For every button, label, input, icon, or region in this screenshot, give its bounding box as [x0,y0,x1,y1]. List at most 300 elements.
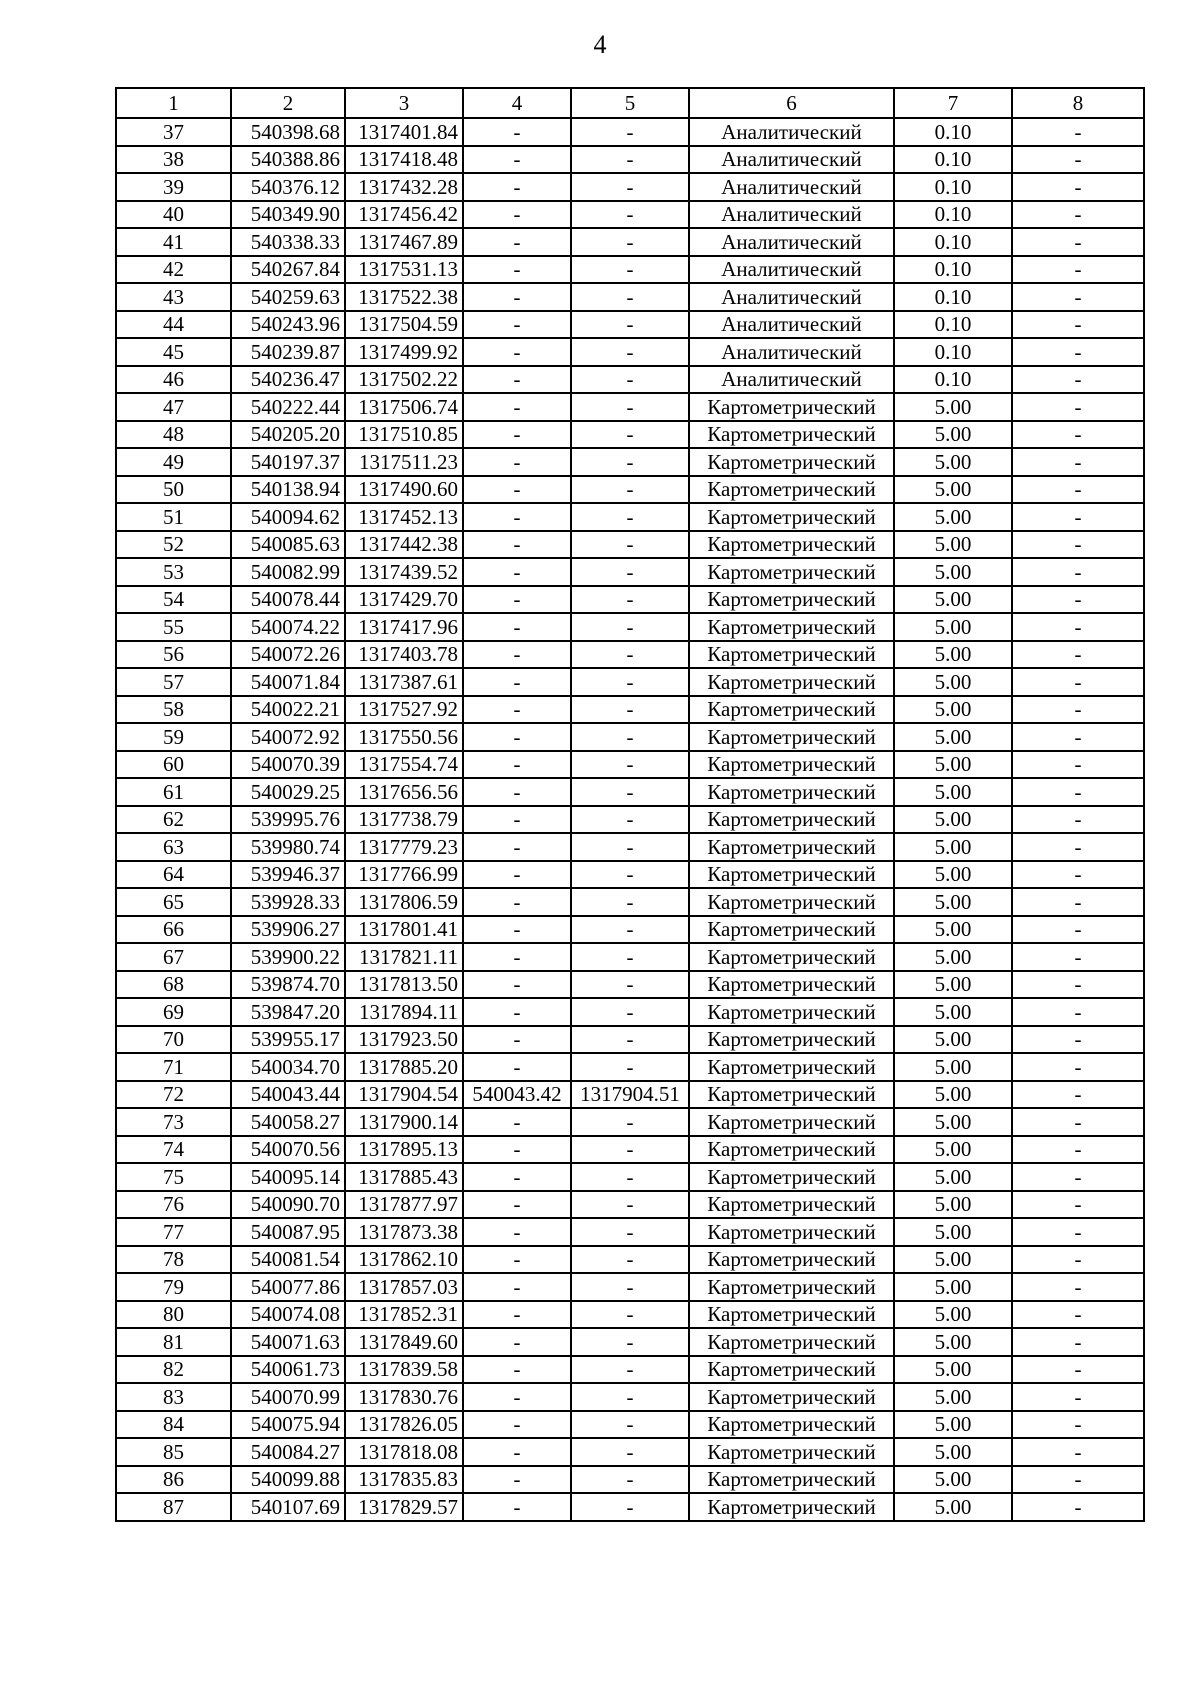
cell-y-coordinate-alt: - [571,311,689,339]
table-row [116,118,1144,146]
cell-description: - [1012,256,1144,284]
cell-point-number: 38 [116,146,231,174]
cell-method: Картометрический [689,641,894,669]
cell-x-coordinate-alt: - [463,971,571,999]
cell-description: - [1012,751,1144,779]
cell-x-coordinate: 540082.99 [231,558,345,586]
cell-y-coordinate-alt: 1317904.51 [571,1081,689,1109]
cell-description: - [1012,1356,1144,1384]
column-header-1: 1 [116,88,231,118]
cell-y-coordinate: 1317818.08 [345,1438,463,1466]
table-row [116,1218,1144,1246]
cell-method: Картометрический [689,723,894,751]
cell-method: Картометрический [689,1411,894,1439]
cell-y-coordinate-alt: - [571,283,689,311]
cell-description: - [1012,1191,1144,1219]
cell-x-coordinate: 540095.14 [231,1163,345,1191]
cell-method: Картометрический [689,1356,894,1384]
cell-point-number: 53 [116,558,231,586]
cell-point-number: 49 [116,448,231,476]
column-header-5: 5 [571,88,689,118]
cell-method: Картометрический [689,1328,894,1356]
cell-y-coordinate: 1317429.70 [345,586,463,614]
cell-y-coordinate: 1317923.50 [345,1026,463,1054]
cell-description: - [1012,916,1144,944]
cell-x-coordinate: 540022.21 [231,696,345,724]
cell-x-coordinate: 539928.33 [231,888,345,916]
cell-description: - [1012,1136,1144,1164]
table-row [116,613,1144,641]
cell-x-coordinate: 540388.86 [231,146,345,174]
cell-point-number: 60 [116,751,231,779]
cell-x-coordinate: 540107.69 [231,1493,345,1521]
cell-method: Картометрический [689,971,894,999]
cell-x-coordinate: 540078.44 [231,586,345,614]
cell-x-coordinate: 540236.47 [231,366,345,394]
cell-x-coordinate: 539874.70 [231,971,345,999]
cell-y-coordinate: 1317554.74 [345,751,463,779]
table-row [116,1053,1144,1081]
cell-method: Картометрический [689,1246,894,1274]
cell-y-coordinate: 1317830.76 [345,1383,463,1411]
cell-x-coordinate-alt: - [463,1301,571,1329]
table-row [116,861,1144,889]
cell-description: - [1012,476,1144,504]
cell-accuracy: 5.00 [894,1246,1012,1274]
cell-y-coordinate-alt: - [571,393,689,421]
cell-x-coordinate: 540071.63 [231,1328,345,1356]
cell-point-number: 48 [116,421,231,449]
cell-x-coordinate-alt: - [463,916,571,944]
cell-x-coordinate-alt: - [463,751,571,779]
cell-description: - [1012,283,1144,311]
cell-method: Аналитический [689,311,894,339]
cell-method: Картометрический [689,1108,894,1136]
column-header-6: 6 [689,88,894,118]
cell-y-coordinate-alt: - [571,971,689,999]
cell-x-coordinate-alt: - [463,393,571,421]
cell-method: Аналитический [689,201,894,229]
cell-x-coordinate: 539955.17 [231,1026,345,1054]
cell-y-coordinate: 1317387.61 [345,668,463,696]
cell-description: - [1012,421,1144,449]
cell-description: - [1012,613,1144,641]
cell-x-coordinate: 540087.95 [231,1218,345,1246]
cell-description: - [1012,118,1144,146]
table-row [116,943,1144,971]
cell-y-coordinate-alt: - [571,1411,689,1439]
table-row [116,393,1144,421]
cell-point-number: 52 [116,531,231,559]
cell-method: Картометрический [689,943,894,971]
cell-method: Картометрический [689,861,894,889]
table-row [116,916,1144,944]
table-row [116,476,1144,504]
table-row [116,998,1144,1026]
cell-accuracy: 5.00 [894,1273,1012,1301]
cell-accuracy: 5.00 [894,751,1012,779]
cell-x-coordinate-alt: - [463,1438,571,1466]
cell-x-coordinate-alt: - [463,586,571,614]
cell-x-coordinate-alt: - [463,1411,571,1439]
cell-y-coordinate-alt: - [571,476,689,504]
cell-point-number: 74 [116,1136,231,1164]
cell-y-coordinate: 1317502.22 [345,366,463,394]
cell-point-number: 70 [116,1026,231,1054]
cell-accuracy: 5.00 [894,668,1012,696]
cell-method: Аналитический [689,256,894,284]
cell-y-coordinate: 1317531.13 [345,256,463,284]
cell-description: - [1012,228,1144,256]
cell-point-number: 67 [116,943,231,971]
cell-point-number: 65 [116,888,231,916]
cell-description: - [1012,1218,1144,1246]
table-row [116,1136,1144,1164]
cell-x-coordinate: 539995.76 [231,806,345,834]
cell-method: Картометрический [689,1191,894,1219]
cell-accuracy: 5.00 [894,778,1012,806]
cell-y-coordinate-alt: - [571,448,689,476]
cell-accuracy: 5.00 [894,1081,1012,1109]
cell-accuracy: 0.10 [894,366,1012,394]
cell-y-coordinate-alt: - [571,1053,689,1081]
table-row [116,173,1144,201]
table-row [116,1163,1144,1191]
cell-y-coordinate: 1317522.38 [345,283,463,311]
column-header-3: 3 [345,88,463,118]
cell-y-coordinate-alt: - [571,751,689,779]
table-row [116,806,1144,834]
cell-y-coordinate-alt: - [571,861,689,889]
cell-x-coordinate-alt: - [463,283,571,311]
cell-x-coordinate-alt: - [463,338,571,366]
cell-point-number: 62 [116,806,231,834]
cell-description: - [1012,1053,1144,1081]
cell-x-coordinate: 539946.37 [231,861,345,889]
cell-accuracy: 0.10 [894,311,1012,339]
cell-x-coordinate: 540072.92 [231,723,345,751]
cell-x-coordinate-alt: - [463,833,571,861]
cell-description: - [1012,531,1144,559]
cell-y-coordinate: 1317835.83 [345,1466,463,1494]
cell-x-coordinate: 539847.20 [231,998,345,1026]
cell-point-number: 78 [116,1246,231,1274]
cell-x-coordinate-alt: - [463,531,571,559]
cell-x-coordinate-alt: - [463,256,571,284]
table-row [116,1081,1144,1109]
cell-x-coordinate: 540094.62 [231,503,345,531]
cell-x-coordinate-alt: - [463,173,571,201]
cell-x-coordinate-alt: - [463,503,571,531]
cell-point-number: 58 [116,696,231,724]
cell-accuracy: 5.00 [894,531,1012,559]
cell-point-number: 79 [116,1273,231,1301]
cell-y-coordinate-alt: - [571,1328,689,1356]
table-row [116,366,1144,394]
cell-accuracy: 5.00 [894,1383,1012,1411]
cell-y-coordinate: 1317456.42 [345,201,463,229]
cell-method: Картометрический [689,806,894,834]
cell-y-coordinate-alt: - [571,696,689,724]
cell-description: - [1012,338,1144,366]
cell-y-coordinate-alt: - [571,1356,689,1384]
cell-x-coordinate: 540071.84 [231,668,345,696]
cell-x-coordinate: 540090.70 [231,1191,345,1219]
cell-x-coordinate-alt: - [463,1191,571,1219]
cell-y-coordinate-alt: - [571,1218,689,1246]
cell-y-coordinate-alt: - [571,1136,689,1164]
cell-y-coordinate: 1317839.58 [345,1356,463,1384]
cell-y-coordinate-alt: - [571,916,689,944]
cell-x-coordinate-alt: - [463,641,571,669]
cell-description: - [1012,558,1144,586]
cell-y-coordinate: 1317738.79 [345,806,463,834]
table-row [116,421,1144,449]
header-row [116,88,1144,118]
cell-method: Картометрический [689,613,894,641]
cell-point-number: 40 [116,201,231,229]
cell-accuracy: 5.00 [894,613,1012,641]
cell-y-coordinate-alt: - [571,723,689,751]
cell-description: - [1012,146,1144,174]
cell-y-coordinate: 1317857.03 [345,1273,463,1301]
cell-x-coordinate-alt: - [463,1493,571,1521]
cell-y-coordinate: 1317885.43 [345,1163,463,1191]
table-row [116,1301,1144,1329]
cell-x-coordinate: 540243.96 [231,311,345,339]
cell-accuracy: 5.00 [894,1493,1012,1521]
cell-point-number: 66 [116,916,231,944]
table-row [116,696,1144,724]
cell-y-coordinate-alt: - [571,1163,689,1191]
cell-y-coordinate-alt: - [571,1493,689,1521]
cell-point-number: 63 [116,833,231,861]
cell-y-coordinate-alt: - [571,943,689,971]
cell-y-coordinate-alt: - [571,531,689,559]
cell-x-coordinate: 539906.27 [231,916,345,944]
cell-y-coordinate: 1317849.60 [345,1328,463,1356]
cell-point-number: 44 [116,311,231,339]
cell-y-coordinate-alt: - [571,806,689,834]
cell-y-coordinate-alt: - [571,421,689,449]
cell-point-number: 37 [116,118,231,146]
cell-y-coordinate: 1317862.10 [345,1246,463,1274]
cell-point-number: 43 [116,283,231,311]
cell-x-coordinate: 540070.99 [231,1383,345,1411]
table-row [116,1191,1144,1219]
cell-point-number: 59 [116,723,231,751]
cell-x-coordinate: 540061.73 [231,1356,345,1384]
cell-x-coordinate: 540043.44 [231,1081,345,1109]
cell-description: - [1012,1081,1144,1109]
cell-accuracy: 0.10 [894,283,1012,311]
cell-description: - [1012,393,1144,421]
cell-point-number: 41 [116,228,231,256]
cell-y-coordinate-alt: - [571,1383,689,1411]
cell-y-coordinate: 1317885.20 [345,1053,463,1081]
cell-accuracy: 5.00 [894,916,1012,944]
cell-y-coordinate-alt: - [571,228,689,256]
table-row [116,1466,1144,1494]
cell-method: Картометрический [689,476,894,504]
cell-method: Картометрический [689,833,894,861]
cell-x-coordinate-alt: - [463,201,571,229]
cell-point-number: 86 [116,1466,231,1494]
cell-y-coordinate-alt: - [571,833,689,861]
cell-y-coordinate: 1317826.05 [345,1411,463,1439]
cell-x-coordinate: 540259.63 [231,283,345,311]
cell-method: Картометрический [689,448,894,476]
cell-y-coordinate: 1317418.48 [345,146,463,174]
cell-y-coordinate: 1317852.31 [345,1301,463,1329]
cell-accuracy: 5.00 [894,558,1012,586]
cell-description: - [1012,1328,1144,1356]
cell-method: Аналитический [689,366,894,394]
cell-point-number: 47 [116,393,231,421]
cell-x-coordinate-alt: - [463,696,571,724]
cell-y-coordinate-alt: - [571,1438,689,1466]
cell-accuracy: 5.00 [894,1328,1012,1356]
cell-x-coordinate-alt: - [463,888,571,916]
cell-description: - [1012,201,1144,229]
table-row [116,1438,1144,1466]
cell-accuracy: 5.00 [894,393,1012,421]
cell-y-coordinate-alt: - [571,146,689,174]
cell-method: Картометрический [689,1466,894,1494]
cell-point-number: 61 [116,778,231,806]
page-number: 4 [593,30,607,59]
cell-x-coordinate: 540205.20 [231,421,345,449]
cell-accuracy: 5.00 [894,1026,1012,1054]
cell-x-coordinate: 540074.22 [231,613,345,641]
cell-method: Аналитический [689,283,894,311]
cell-x-coordinate: 540222.44 [231,393,345,421]
table-row [116,1026,1144,1054]
cell-x-coordinate: 540075.94 [231,1411,345,1439]
cell-y-coordinate-alt: - [571,173,689,201]
cell-x-coordinate-alt: - [463,1246,571,1274]
table-row [116,256,1144,284]
cell-accuracy: 5.00 [894,448,1012,476]
table-row [116,228,1144,256]
cell-description: - [1012,1411,1144,1439]
cell-point-number: 68 [116,971,231,999]
cell-accuracy: 5.00 [894,861,1012,889]
cell-accuracy: 5.00 [894,1411,1012,1439]
cell-x-coordinate-alt: - [463,311,571,339]
cell-x-coordinate-alt: - [463,1218,571,1246]
cell-method: Картометрический [689,1136,894,1164]
cell-x-coordinate-alt: - [463,1466,571,1494]
cell-y-coordinate-alt: - [571,201,689,229]
cell-x-coordinate-alt: - [463,1026,571,1054]
cell-accuracy: 0.10 [894,118,1012,146]
cell-y-coordinate: 1317442.38 [345,531,463,559]
cell-description: - [1012,503,1144,531]
cell-method: Картометрический [689,1053,894,1081]
cell-method: Картометрический [689,1163,894,1191]
cell-point-number: 42 [116,256,231,284]
table-row [116,1108,1144,1136]
cell-x-coordinate-alt: - [463,1356,571,1384]
cell-x-coordinate: 540267.84 [231,256,345,284]
cell-y-coordinate: 1317403.78 [345,641,463,669]
cell-method: Картометрический [689,1301,894,1329]
coordinates-table [115,87,1145,1522]
cell-accuracy: 5.00 [894,1191,1012,1219]
cell-method: Картометрический [689,503,894,531]
table-header [116,88,1144,118]
cell-x-coordinate: 540029.25 [231,778,345,806]
cell-x-coordinate-alt: - [463,118,571,146]
cell-point-number: 39 [116,173,231,201]
table-row [116,1273,1144,1301]
cell-x-coordinate: 540070.39 [231,751,345,779]
cell-method: Картометрический [689,1493,894,1521]
cell-description: - [1012,1273,1144,1301]
cell-x-coordinate: 540376.12 [231,173,345,201]
cell-method: Картометрический [689,531,894,559]
cell-accuracy: 5.00 [894,696,1012,724]
cell-point-number: 81 [116,1328,231,1356]
cell-x-coordinate-alt: - [463,1053,571,1081]
cell-y-coordinate: 1317504.59 [345,311,463,339]
cell-method: Картометрический [689,888,894,916]
cell-y-coordinate-alt: - [571,558,689,586]
cell-x-coordinate-alt: - [463,558,571,586]
cell-accuracy: 5.00 [894,1218,1012,1246]
cell-description: - [1012,998,1144,1026]
table-row [116,778,1144,806]
table-row [116,448,1144,476]
cell-accuracy: 5.00 [894,1108,1012,1136]
cell-x-coordinate: 539980.74 [231,833,345,861]
cell-x-coordinate-alt: - [463,1383,571,1411]
table-row [116,641,1144,669]
cell-y-coordinate-alt: - [571,586,689,614]
cell-point-number: 46 [116,366,231,394]
cell-point-number: 57 [116,668,231,696]
cell-point-number: 77 [116,1218,231,1246]
cell-y-coordinate: 1317806.59 [345,888,463,916]
cell-description: - [1012,833,1144,861]
cell-accuracy: 5.00 [894,1466,1012,1494]
cell-x-coordinate-alt: - [463,421,571,449]
table-body [116,118,1144,1521]
cell-x-coordinate: 540070.56 [231,1136,345,1164]
table-row [116,723,1144,751]
table-row [116,1493,1144,1521]
cell-point-number: 71 [116,1053,231,1081]
cell-y-coordinate: 1317894.11 [345,998,463,1026]
cell-y-coordinate: 1317499.92 [345,338,463,366]
cell-y-coordinate: 1317550.56 [345,723,463,751]
cell-x-coordinate: 540349.90 [231,201,345,229]
table-row [116,586,1144,614]
cell-y-coordinate-alt: - [571,503,689,531]
table-row [116,338,1144,366]
table-row [116,1356,1144,1384]
cell-accuracy: 5.00 [894,833,1012,861]
cell-y-coordinate: 1317900.14 [345,1108,463,1136]
cell-point-number: 56 [116,641,231,669]
cell-point-number: 83 [116,1383,231,1411]
cell-description: - [1012,311,1144,339]
table-row [116,751,1144,779]
cell-y-coordinate-alt: - [571,1273,689,1301]
cell-x-coordinate-alt: - [463,1273,571,1301]
cell-description: - [1012,888,1144,916]
